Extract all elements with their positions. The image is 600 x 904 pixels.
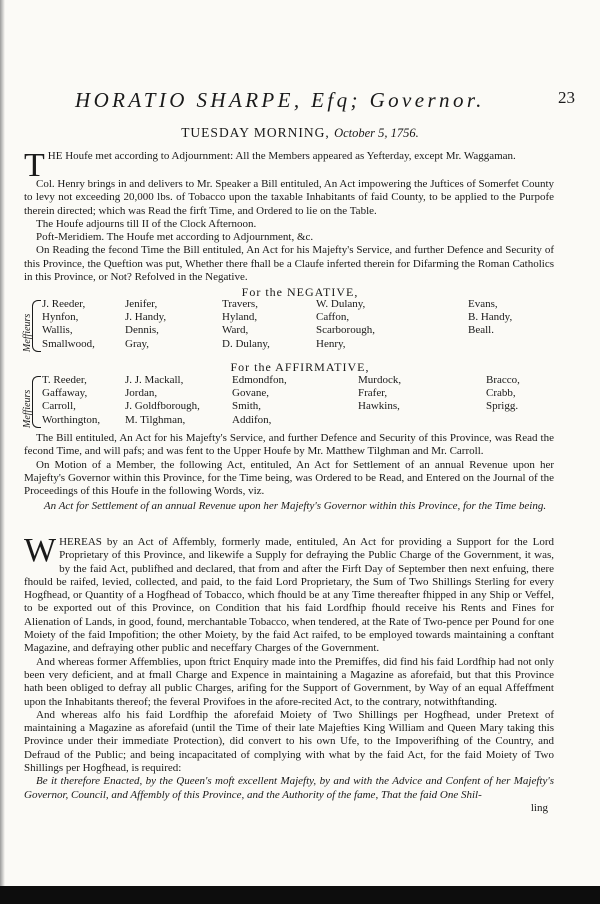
scan-bottom-border xyxy=(0,886,600,904)
paragraph-motion: On Motion of a Member, the following Act, entituled, An Act for Settlement of an annual Revenue upon her Majefty's Governor within this Province, for the Time being, was Ordered to be Read, and Entered on the Journal of the Proceedings of this Houfe in the following Words, viz. xyxy=(24,458,554,498)
voter-name: Ward, xyxy=(222,324,249,337)
voter-name: T. Reeder, xyxy=(42,374,87,386)
running-header xyxy=(75,88,575,118)
dateline xyxy=(0,125,600,141)
voter-name: Travers, xyxy=(222,298,258,310)
paragraph-somerset-bill: Col. Henry brings in and delivers to Mr. Speaker a Bill entituled, An Act impowering the Juftices of Somerfet County to levy not exceeding 20,000 lbs. of Tobacco upon the taxable Inhabitants of faid County, to be applied to the Purpofe therein directed; which was Read the firft Time, and Ordered to lie on the Table. xyxy=(24,178,554,217)
negative-brace xyxy=(32,300,41,352)
voter-name: Beall. xyxy=(468,324,494,337)
voter-name: Jenifer, xyxy=(125,298,158,310)
affirmative-column-5 xyxy=(486,374,520,414)
voter-name: J. J. Mackall, xyxy=(125,374,184,386)
voter-name: Frafer, xyxy=(358,387,388,400)
negative-heading: For the NEGATIVE, xyxy=(241,285,359,299)
affirmative-column-2 xyxy=(125,374,200,427)
voter-name: Hyland, xyxy=(222,311,258,324)
voter-name: Wallis, xyxy=(42,324,73,337)
voter-name: Bracco, xyxy=(486,374,520,386)
voter-name: Govane, xyxy=(232,387,269,400)
header-title: HORATIO SHARPE, Efq; Governor. xyxy=(75,88,485,112)
voter-name: Evans, xyxy=(468,298,498,310)
paragraph-adjournment: HE Houfe met according to Adjournment: All the Members appeared as Yefterday, except Mr. Waggaman. xyxy=(47,150,516,162)
voter-name: Gaffaway, xyxy=(42,387,88,400)
drop-cap-t: T xyxy=(24,147,45,184)
paragraph-whereas: HEREAS by an Act of Affembly, formerly made, entituled, An Act for providing a Support for the Lord Proprietary of this Province, and likewife a Supply for defraying the Public Charge of the Government, it was, by the faid Act, publifhed and declared, that from and after the Firft Day of September then next enfuing, there fhould be raifed, levied, collected, and paid, to the faid Lord Proprietary, the Sum of Two Shillings Sterling for every Hogfhead, or Quantity of a Hogfhead of Tobacco, which fhould be at any Time thereafter fhipped in any Ship or Veffel, to be exported out of this Province, on Condition that his faid Lordfhip fhould receive his Rents and Fines for Alienation of Lands, in good, found, merchantable Tobacco, when tendered, at the Rate of Two-pence per Pound for one Moiety of the faid Impofition; the other Moiety, by the faid Act raifed, to be employed towards maintaining a conftant Magazine, and defraying other public and neceffary Charges of the Government. xyxy=(24,536,554,655)
drop-cap-w: W xyxy=(24,532,57,569)
voter-name: M. Tilghman, xyxy=(125,413,186,426)
voter-name: J. Reeder, xyxy=(42,298,86,310)
voter-name: J. Handy, xyxy=(125,311,167,324)
page-number: 23 xyxy=(558,88,575,107)
negative-column-1 xyxy=(42,298,95,351)
act-preamble-block xyxy=(24,532,554,815)
paragraph-former-assemblies: And whereas former Affemblies, upon ftrict Enquiry made into the Premiffes, did find his faid Lordfhip had not only been very deficient, and at fmall Charge and Expence in maintaining a Magazine as aforefaid, but that this Province hath been obliged to defray all public Charges, arifing for the Support of Government, by Way of an equal Affeffment upon the Inhabitants thereof; the feveral Provifoes in the afore-recited Act, to the contrary, notwithftanding. xyxy=(24,655,554,708)
voter-name: Henry, xyxy=(316,337,346,350)
voter-name: Crabb, xyxy=(486,387,516,400)
negative-column-5 xyxy=(468,298,512,338)
voter-name: Addifon, xyxy=(232,413,272,426)
opening-paragraph xyxy=(24,147,554,184)
voter-name: Worthington, xyxy=(42,413,101,426)
affirmative-messieurs-label: Meffieurs xyxy=(22,389,33,428)
affirmative-heading: For the AFFIRMATIVE, xyxy=(230,360,370,374)
negative-column-4 xyxy=(316,298,375,351)
voter-name: Sprigg. xyxy=(486,400,519,413)
paragraph-house-adjourns: The Houfe adjourns till II of the Clock Afternoon. xyxy=(36,217,257,230)
voter-name: Smith, xyxy=(232,400,262,413)
voter-name: Scarborough, xyxy=(316,324,375,337)
voter-name: Smallwood, xyxy=(42,337,95,350)
voter-name: J. Goldfborough, xyxy=(125,400,200,413)
act-title-block xyxy=(40,500,550,513)
voter-name: D. Dulany, xyxy=(222,337,270,350)
act-title: An Act for Settlement of an annual Revenue upon her Majefty's Governor within this Province, for the Time being. xyxy=(43,500,547,512)
voter-name: Hawkins, xyxy=(358,400,400,413)
affirmative-column-4 xyxy=(358,374,401,414)
voter-name: Hynfon, xyxy=(42,311,79,324)
dateline-day: TUESDAY MORNING, xyxy=(181,125,330,140)
voter-name: Gray, xyxy=(125,337,150,350)
affirmative-column-3 xyxy=(232,374,287,427)
paragraph-lordship-moiety: And whereas alfo his faid Lordfhip the aforefaid Moiety of Two Shillings per Hogfhead, under Pretext of maintaining a Magazine as aforefaid (until the Time of their late Majefties King William and Queen Mary taking this Province under their immediate Protection), did convert to his own Ufe, to the Impoverifhing of the Country, and Defraud of the Public; and being incapacitated of complying with what by the faid Act, for the faid Moiety of Two Shillings per Hogfhead, is required: xyxy=(24,708,554,775)
dateline-date: October 5, 1756. xyxy=(334,126,419,140)
voter-name: Jordan, xyxy=(125,387,158,400)
voter-name: Dennis, xyxy=(125,324,159,337)
voter-name: Murdock, xyxy=(358,374,402,386)
affirmative-column-1 xyxy=(42,374,100,427)
paragraph-post-meridiem: Poft-Meridiem. The Houfe met according to Adjournment, &c. xyxy=(36,231,314,244)
catchword: ling xyxy=(530,801,548,814)
negative-messieurs-label: Meffieurs xyxy=(22,313,33,352)
paragraph-enacting-clause: Be it therefore Enacted, by the Queen's moft excellent Majefty, by and with the Advice and Confent of her Majefty's Governor, Council, and Affembly of this Province, and the Authority of the fame, That the faid One Shil- xyxy=(24,775,554,801)
voter-name: B. Handy, xyxy=(468,311,513,324)
paragraph-second-reading: On Reading the fecond Time the Bill entituled, An Act for his Majefty's Service, and further Defence and Security of this Province, the Queftion was put, Whether there fhall be a Claufe inferted therein for Difarming the Roman Catholics in this Province, or Not? Refolved in the Negative. xyxy=(24,244,554,284)
proceedings-block xyxy=(24,178,554,284)
voter-name: W. Dulany, xyxy=(316,298,366,310)
voter-name: Caffon, xyxy=(316,311,350,324)
negative-column-2 xyxy=(125,298,166,351)
voter-name: Carroll, xyxy=(42,400,76,413)
voter-name: Edmondfon, xyxy=(232,374,287,386)
paragraph-bill-read: The Bill entituled, An Act for his Majefty's Service, and further Defence and Security of this Province, was Read the fecond Time, and will pafs; and was fent to the Upper Houfe by Mr. Matthew Tilghman and Mr. Carroll. xyxy=(24,432,554,458)
bill-passage-block xyxy=(24,432,554,498)
affirmative-brace xyxy=(32,376,41,428)
negative-column-3 xyxy=(222,298,270,351)
